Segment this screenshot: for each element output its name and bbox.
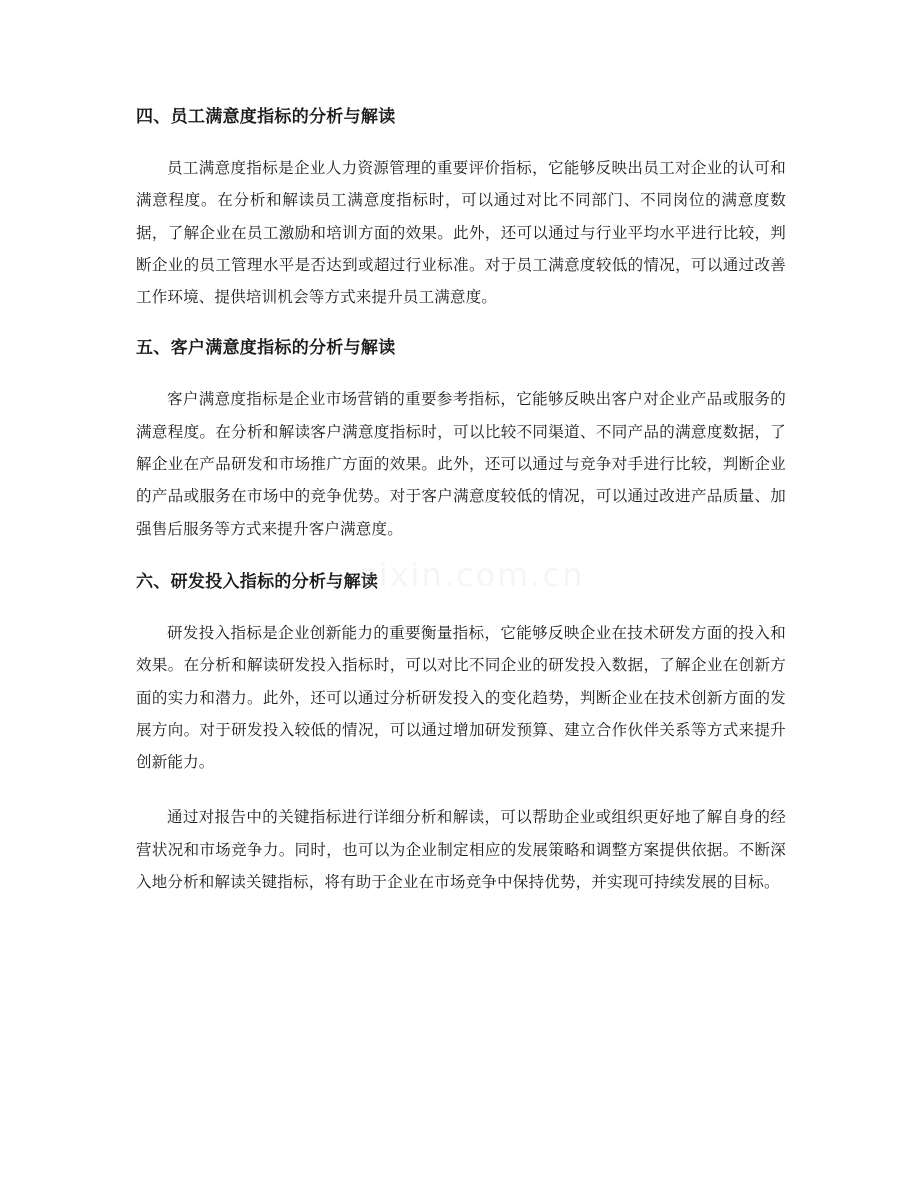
section-paragraph-employee-satisfaction: 员工满意度指标是企业人力资源管理的重要评价指标，它能够反映出员工对企业的认可和满意程度。在分析和解读员工满意度指标时，可以通过对比不同部门、不同岗位的满意度数据，了解企业在员工激励和培训方面的效果。此外，还可以通过与行业平均水平进行比较，判断企业的员工管理水平是否达到或超过行业标准。对于员工满意度较低的情况，可以通过改善工作环境、提供培训机会等方式来提升员工满意度。 — [136, 159, 786, 307]
section-heading-customer-satisfaction: 五、客户满意度指标的分析与解读 — [136, 338, 396, 359]
conclusion-paragraph: 通过对报告中的关键指标进行详细分析和解读，可以帮助企业或组织更好地了解自身的经营状况和市场竞争力。同时，也可以为企业制定相应的发展策略和调整方案提供依据。不断深入地分析和解读关键指标，将有助于企业在市场竞争中保持优势，并实现可持续发展的目标。 — [136, 808, 786, 892]
section-paragraph-customer-satisfaction: 客户满意度指标是企业市场营销的重要参考指标，它能够反映出客户对企业产品或服务的满意程度。在分析和解读客户满意度指标时，可以比较不同渠道、不同产品的满意度数据，了解企业在产品研发和市场推广方面的效果。此外，还可以通过与竞争对手进行比较，判断企业的产品或服务在市场中的竞争优势。对于客户满意度较低的情况，可以通过改进产品质量、加强售后服务等方式来提升客户满意度。 — [136, 390, 786, 538]
section-heading-rd-investment: 六、研发投入指标的分析与解读 — [136, 571, 379, 592]
document-content — [136, 104, 786, 898]
watermark: zixin.com.cn — [360, 556, 585, 594]
section-heading-employee-satisfaction: 四、员工满意度指标的分析与解读 — [136, 107, 396, 127]
section-paragraph-rd-investment: 研发投入指标是企业创新能力的重要衡量指标，它能够反映企业在技术研发方面的投入和效果。在分析和解读研发投入指标时，可以对比不同企业的研发投入数据，了解企业在创新方面的实力和潜力。此外，还可以通过分析研发投入的变化趋势，判断企业在技术创新方面的发展方向。对于研发投入较低的情况，可以通过增加研发预算、建立合作伙伴关系等方式来提升创新能力。 — [136, 623, 786, 772]
